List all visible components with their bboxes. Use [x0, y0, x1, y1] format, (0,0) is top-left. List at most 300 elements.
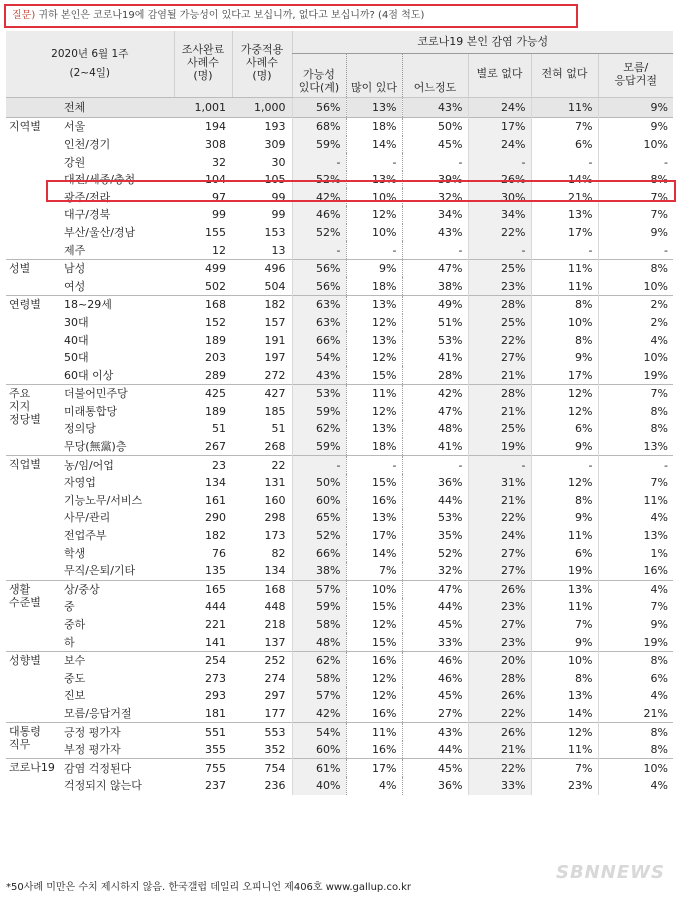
unknown-pct: 19% [598, 633, 673, 651]
possible-pct: 59% [292, 403, 346, 421]
weighted-count: 168 [232, 580, 292, 598]
somewhat-likely-pct: 44% [402, 741, 468, 759]
row-label: 긍정 평가자 [60, 723, 174, 741]
possible-pct: 53% [292, 385, 346, 403]
possible-pct: - [292, 456, 346, 474]
row-label: 30대 [64, 315, 89, 329]
table-row [6, 403, 673, 421]
possible-header [292, 53, 346, 97]
question-box [4, 4, 578, 28]
table-row [6, 296, 673, 314]
not-likely-pct: - [531, 456, 598, 474]
row-group-label: 성향별 [6, 651, 60, 722]
little-likely-pct: 22% [468, 705, 531, 723]
somewhat-likely-pct: 46% [402, 670, 468, 688]
possible-pct: 65% [292, 509, 346, 527]
row-label: 더불어민주당 [60, 385, 174, 403]
surveyed-count: 134 [205, 476, 226, 490]
possible-pct: 57% [292, 580, 346, 598]
very-likely-pct: 15% [346, 633, 402, 651]
possible-pct: 46% [292, 206, 346, 224]
surveyed-count: 181 [205, 706, 226, 720]
somewhat-likely-pct: - [402, 241, 468, 259]
weighted-count: 22 [232, 456, 292, 474]
very-likely-pct: 16% [346, 741, 402, 759]
possible-pct: 62% [292, 651, 346, 669]
weighted-count: 309 [264, 137, 286, 151]
table-row [6, 509, 673, 527]
table-row [6, 206, 673, 224]
possible-pct: - [292, 153, 346, 171]
possible-pct: 56% [292, 277, 346, 295]
unknown-pct: 8% [598, 259, 673, 277]
somewhat-likely-pct: 46% [402, 651, 468, 669]
not-likely-pct: 14% [531, 171, 598, 189]
surveyed-count: 267 [205, 440, 226, 454]
somewhat-likely-pct: 50% [402, 118, 468, 136]
table-row [6, 456, 673, 474]
weighted-count: 182 [232, 296, 292, 314]
little-likely-pct: 33% [468, 777, 531, 795]
row-group-label: 직업별 [6, 456, 60, 580]
not-likely-pct: 8% [531, 296, 598, 314]
not-likely-pct: 12% [531, 474, 598, 492]
somewhat-likely-pct: 49% [402, 296, 468, 314]
very-likely-header: 많이 있다 [346, 53, 402, 97]
table-body [6, 97, 673, 795]
unknown-pct: 10% [598, 277, 673, 295]
row-label: 중 [64, 600, 75, 614]
unknown-pct: 7% [598, 385, 673, 403]
row-label: 인천/경기 [64, 137, 111, 151]
row-label: 전업주부 [64, 529, 107, 543]
little-likely-pct: 34% [468, 206, 531, 224]
possible-pct: 58% [292, 616, 346, 634]
weighted-count: 236 [264, 779, 286, 793]
weighted-count: 99 [271, 190, 286, 204]
unknown-pct: 1% [598, 544, 673, 562]
possible-pct: 40% [292, 777, 346, 795]
weighted-count: 105 [264, 173, 286, 187]
not-likely-pct: 11% [531, 259, 598, 277]
unknown-pct: 8% [598, 420, 673, 438]
little-likely-pct: 23% [468, 598, 531, 616]
very-likely-pct: 17% [346, 759, 402, 777]
table-row [6, 277, 673, 295]
weighted-count: 352 [264, 743, 286, 757]
weighted-count: 754 [232, 759, 292, 777]
possible-pct: 62% [292, 420, 346, 438]
weighted-label-1: 가중적용 [240, 42, 284, 56]
somewhat-likely-pct: - [402, 153, 468, 171]
little-likely-pct: 28% [468, 296, 531, 314]
weighted-count: 193 [232, 118, 292, 136]
unknown-pct: 2% [598, 296, 673, 314]
row-label: 강원 [64, 155, 86, 169]
very-likely-pct: 16% [346, 492, 402, 510]
table-row [6, 527, 673, 545]
not-likely-pct: 6% [531, 420, 598, 438]
possible-pct: 54% [292, 349, 346, 367]
group-title-header: 코로나19 본인 감염 가능성 [292, 31, 673, 53]
table-row [6, 759, 673, 777]
row-label: 제주 [64, 243, 86, 257]
very-likely-pct: 13% [346, 509, 402, 527]
somewhat-likely-pct: 34% [402, 206, 468, 224]
somewhat-likely-pct: 52% [402, 544, 468, 562]
table-row [6, 241, 673, 259]
surveyed-label-1: 조사완료 [181, 42, 225, 56]
table-row [6, 188, 673, 206]
not-likely-pct: 23% [531, 777, 598, 795]
weighted-count: 504 [264, 279, 286, 293]
surveyed-count: 502 [205, 279, 226, 293]
possible-pct: 59% [292, 598, 346, 616]
unknown-pct: 8% [598, 741, 673, 759]
row-label: 40대 [64, 333, 89, 347]
unknown-pct: 9% [598, 118, 673, 136]
unknown-pct: 8% [598, 403, 673, 421]
not-likely-pct: 6% [531, 544, 598, 562]
table-row [6, 544, 673, 562]
very-likely-pct: 15% [346, 474, 402, 492]
unknown-pct: 4% [598, 777, 673, 795]
surveyed-count: 32 [212, 155, 226, 169]
surveyed-count: 51 [212, 422, 226, 436]
weighted-count: 99 [271, 208, 286, 222]
weighted-count: 137 [264, 635, 286, 649]
weighted-count: 197 [264, 351, 286, 365]
surveyed-count-header [174, 31, 232, 97]
weighted-count: 272 [264, 368, 286, 382]
little-likely-pct: 27% [468, 562, 531, 580]
unknown-header [598, 53, 673, 97]
possible-pct: 42% [292, 188, 346, 206]
surveyed-count: 135 [205, 564, 226, 578]
table-row [6, 777, 673, 795]
table-row [6, 741, 673, 759]
very-likely-pct: 12% [346, 403, 402, 421]
weighted-label-3: (명) [252, 68, 272, 82]
row-label: 중하 [64, 618, 86, 632]
not-likely-pct: 8% [531, 331, 598, 349]
unknown-label-2: 응답거절 [614, 73, 657, 87]
unknown-label-1: 모름/ [623, 60, 649, 74]
possible-pct: 56% [292, 259, 346, 277]
row-group-label: 연령별 [6, 296, 60, 385]
not-likely-pct: 13% [531, 687, 598, 705]
unknown-pct: 13% [598, 438, 673, 456]
weighted-count: 1,000 [232, 97, 292, 118]
possible-pct: 42% [292, 705, 346, 723]
little-likely-pct: 24% [468, 97, 531, 118]
table-row [6, 705, 673, 723]
very-likely-pct: 13% [346, 331, 402, 349]
little-likely-pct: 23% [468, 633, 531, 651]
somewhat-likely-pct: 35% [402, 527, 468, 545]
weighted-count: 496 [232, 259, 292, 277]
not-likely-pct: 14% [531, 705, 598, 723]
surveyed-count: 182 [205, 529, 226, 543]
possible-label-1: 가능성 [303, 67, 335, 81]
table-row [6, 580, 673, 598]
row-label: 학생 [64, 546, 86, 560]
possible-pct: 56% [292, 97, 346, 118]
table-row [6, 118, 673, 136]
very-likely-pct: 10% [346, 580, 402, 598]
little-likely-pct: 26% [468, 723, 531, 741]
not-likely-pct: 17% [531, 224, 598, 242]
very-likely-pct: 18% [346, 118, 402, 136]
somewhat-likely-pct: - [402, 456, 468, 474]
possible-pct: 60% [292, 492, 346, 510]
little-likely-pct: 22% [468, 224, 531, 242]
possible-pct: 68% [292, 118, 346, 136]
weighted-count-header [232, 31, 292, 97]
very-likely-pct: 13% [346, 420, 402, 438]
row-label: 걱정되지 않는다 [64, 779, 142, 793]
little-likely-pct: 22% [468, 331, 531, 349]
unknown-pct: 8% [598, 723, 673, 741]
somewhat-likely-pct: 44% [402, 598, 468, 616]
row-label: 무당(無黨)층 [64, 440, 127, 454]
row-label: 보수 [60, 651, 174, 669]
unknown-pct: 16% [598, 562, 673, 580]
possible-pct: 66% [292, 331, 346, 349]
weighted-count: 274 [264, 671, 286, 685]
surveyed-count: 189 [205, 404, 226, 418]
unknown-pct: - [598, 153, 673, 171]
table-row [6, 385, 673, 403]
results-table [6, 31, 673, 795]
somewhat-likely-pct: 53% [402, 331, 468, 349]
surveyed-count: 499 [174, 259, 232, 277]
very-likely-pct: 12% [346, 670, 402, 688]
unknown-pct: - [598, 241, 673, 259]
surveyed-count: 290 [205, 511, 226, 525]
possible-pct: 60% [292, 741, 346, 759]
somewhat-likely-pct: 47% [402, 259, 468, 277]
somewhat-likely-pct: 32% [402, 562, 468, 580]
not-likely-pct: - [531, 241, 598, 259]
table-row [6, 171, 673, 189]
unknown-pct: 11% [598, 492, 673, 510]
table-row [6, 97, 673, 118]
weighted-count: 13 [271, 243, 286, 257]
little-likely-pct: 28% [468, 385, 531, 403]
possible-pct: 57% [292, 687, 346, 705]
little-likely-pct: 21% [468, 366, 531, 384]
not-likely-pct: 6% [531, 136, 598, 154]
possible-pct: 43% [292, 366, 346, 384]
little-likely-pct: 27% [468, 544, 531, 562]
not-likely-pct: 10% [531, 314, 598, 332]
somewhat-likely-pct: 45% [402, 687, 468, 705]
row-label: 50대 [64, 351, 89, 365]
unknown-pct: 8% [598, 651, 673, 669]
possible-pct: 54% [292, 723, 346, 741]
unknown-pct: 7% [598, 188, 673, 206]
unknown-pct: 7% [598, 206, 673, 224]
very-likely-pct: 9% [346, 259, 402, 277]
unknown-pct: 4% [598, 580, 673, 598]
very-likely-pct: - [346, 153, 402, 171]
little-likely-pct: 25% [468, 420, 531, 438]
somewhat-likely-pct: 28% [402, 366, 468, 384]
little-likely-pct: 27% [468, 616, 531, 634]
not-likely-pct: 21% [531, 188, 598, 206]
little-likely-pct: 21% [468, 741, 531, 759]
somewhat-likely-pct: 47% [402, 580, 468, 598]
not-likely-pct: 11% [531, 598, 598, 616]
weighted-count: 427 [232, 385, 292, 403]
table-row [6, 259, 673, 277]
not-likely-pct: 11% [531, 277, 598, 295]
somewhat-likely-pct: 42% [402, 385, 468, 403]
table-row [6, 420, 673, 438]
little-likely-pct: - [468, 456, 531, 474]
surveyed-count: 189 [205, 333, 226, 347]
little-likely-pct: 25% [468, 259, 531, 277]
surveyed-count: 293 [205, 689, 226, 703]
not-likely-pct: 9% [531, 438, 598, 456]
weighted-count: 268 [264, 440, 286, 454]
unknown-pct: 9% [598, 224, 673, 242]
surveyed-count: 155 [205, 225, 226, 239]
unknown-pct: 10% [598, 349, 673, 367]
row-label: 중도 [64, 671, 86, 685]
unknown-pct: 7% [598, 598, 673, 616]
very-likely-pct: 14% [346, 136, 402, 154]
question-prefix: 질문) [12, 10, 36, 21]
possible-pct: 59% [292, 438, 346, 456]
somewhat-likely-header: 어느정도 [402, 53, 468, 97]
question-text: 귀하 본인은 코로나19에 감염될 가능성이 있다고 보십니까, 없다고 보십니까? (4점 척도) [38, 10, 425, 21]
very-likely-pct: 18% [346, 438, 402, 456]
little-likely-pct: 26% [468, 580, 531, 598]
surveyed-count: 76 [212, 546, 226, 560]
not-likely-pct: - [531, 153, 598, 171]
row-label: 정의당 [64, 422, 96, 436]
row-label: 광주/전라 [64, 190, 111, 204]
little-likely-pct: 30% [468, 188, 531, 206]
unknown-pct: 13% [598, 527, 673, 545]
not-likely-pct: 13% [531, 206, 598, 224]
somewhat-likely-pct: 27% [402, 705, 468, 723]
very-likely-pct: 12% [346, 314, 402, 332]
possible-pct: 50% [292, 474, 346, 492]
possible-pct: 66% [292, 544, 346, 562]
surveyed-count: 141 [205, 635, 226, 649]
surveyed-count: 254 [174, 651, 232, 669]
table-row [6, 438, 673, 456]
somewhat-likely-pct: 44% [402, 492, 468, 510]
table-row [6, 349, 673, 367]
table-row [6, 633, 673, 651]
very-likely-pct: 10% [346, 188, 402, 206]
table-row [6, 616, 673, 634]
very-likely-pct: 14% [346, 544, 402, 562]
very-likely-pct: 7% [346, 562, 402, 580]
table-row [6, 598, 673, 616]
row-label: 대구/경북 [64, 208, 111, 222]
somewhat-likely-pct: 43% [402, 97, 468, 118]
little-likely-pct: 22% [468, 509, 531, 527]
weighted-count: 134 [264, 564, 286, 578]
table-row [6, 492, 673, 510]
row-label: 무직/은퇴/기타 [64, 564, 136, 578]
very-likely-pct: 10% [346, 224, 402, 242]
possible-pct: 52% [292, 171, 346, 189]
weighted-count: 160 [264, 493, 286, 507]
possible-pct: 48% [292, 633, 346, 651]
very-likely-pct: 13% [346, 296, 402, 314]
not-likely-pct: 12% [531, 723, 598, 741]
date-label: 2020년 6월 1주 [51, 47, 129, 60]
row-label: 사무/관리 [64, 511, 111, 525]
not-likely-pct: 11% [531, 741, 598, 759]
possible-pct: 63% [292, 296, 346, 314]
somewhat-likely-pct: 45% [402, 616, 468, 634]
somewhat-likely-pct: 36% [402, 474, 468, 492]
surveyed-count: 165 [174, 580, 232, 598]
not-likely-pct: 8% [531, 670, 598, 688]
somewhat-likely-pct: 41% [402, 438, 468, 456]
not-likely-header: 전혀 없다 [531, 53, 598, 97]
unknown-pct: 4% [598, 509, 673, 527]
somewhat-likely-pct: 41% [402, 349, 468, 367]
row-label: 남성 [60, 259, 174, 277]
row-label: 60대 이상 [64, 368, 114, 382]
surveyed-count: 12 [212, 243, 226, 257]
surveyed-count: 23 [174, 456, 232, 474]
surveyed-count: 168 [174, 296, 232, 314]
somewhat-likely-pct: 39% [402, 171, 468, 189]
unknown-pct: 4% [598, 331, 673, 349]
very-likely-pct: 4% [346, 777, 402, 795]
little-likely-pct: 21% [468, 403, 531, 421]
date-range-label: (2~4일) [69, 66, 110, 79]
very-likely-pct: 13% [346, 97, 402, 118]
row-label: 부산/울산/경남 [64, 225, 136, 239]
little-likely-pct: 27% [468, 349, 531, 367]
surveyed-count: 355 [205, 743, 226, 757]
table-row [6, 687, 673, 705]
unknown-pct: 6% [598, 670, 673, 688]
somewhat-likely-pct: 43% [402, 224, 468, 242]
row-label: 미래통합당 [64, 404, 118, 418]
weighted-count: 82 [271, 546, 286, 560]
not-likely-pct: 7% [531, 118, 598, 136]
table-row [6, 474, 673, 492]
little-likely-pct: 24% [468, 527, 531, 545]
somewhat-likely-pct: 33% [402, 633, 468, 651]
not-likely-pct: 13% [531, 580, 598, 598]
weighted-count: 297 [264, 689, 286, 703]
surveyed-count: 1,001 [174, 97, 232, 118]
weighted-count: 173 [264, 529, 286, 543]
surveyed-count: 221 [205, 618, 226, 632]
row-group-label: 생활 수준별 [6, 580, 60, 651]
weighted-count: 177 [264, 706, 286, 720]
very-likely-pct: 16% [346, 651, 402, 669]
very-likely-pct: 18% [346, 277, 402, 295]
not-likely-pct: 12% [531, 403, 598, 421]
little-likely-header: 별로 없다 [468, 53, 531, 97]
not-likely-pct: 7% [531, 759, 598, 777]
surveyed-count: 97 [212, 190, 226, 204]
date-header [6, 31, 174, 97]
